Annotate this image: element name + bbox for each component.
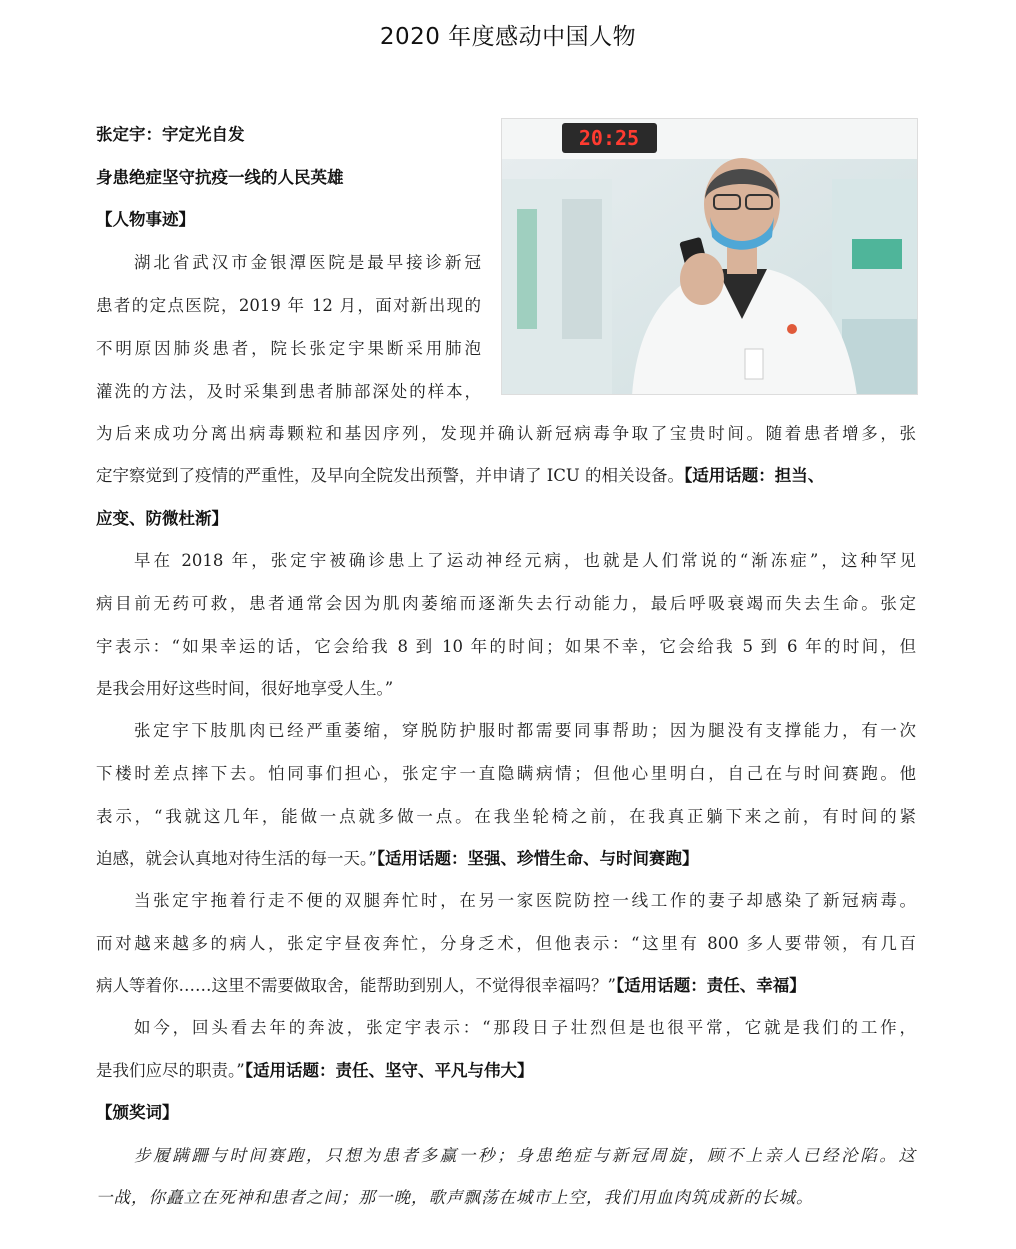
award-speech-line: 一战，你矗立在死神和患者之间；那一晚，歌声飘荡在城市上空，我们用血肉筑成新的长城。 — [96, 1188, 814, 1207]
topic-tag: 应变、防微杜渐】 — [96, 509, 228, 528]
paragraph-line: 为后来成功分离出病毒颗粒和基因序列，发现并确认新冠病毒争取了宝贵时间。随着患者增多，张 — [96, 424, 916, 443]
topic-tag: 【适用话题：责任、坚守、平凡与伟大】 — [244, 1061, 534, 1080]
paragraph-line: 表示，“我就这几年，能做一点就多做一点。在我坐轮椅之前，在我真正躺下来之前，有时间的紧 — [96, 807, 916, 826]
paragraph-line: 早在 2018 年，张定宇被确诊患上了运动神经元病，也就是人们常说的“渐冻症”，这种罕见 — [134, 551, 916, 570]
paragraph-line — [96, 972, 806, 996]
topic-tag: 【适用话题：坚强、珍惜生命、与时间赛跑】 — [376, 849, 699, 868]
paragraph-line: 不明原因肺炎患者，院长张定宇果断采用肺泡 — [96, 339, 481, 358]
doctor-illustration — [502, 119, 918, 395]
paragraph-line: 病目前无药可救，患者通常会因为肌肉萎缩而逐渐失去行动能力，最后呼吸衰竭而失去生命。张定 — [96, 594, 916, 613]
paragraph-line: 如今，回头看去年的奔波，张定宇表示：“那段日子壮烈但是也很平常，它就是我们的工作， — [134, 1018, 916, 1037]
paragraph-text: 迫感，就会认真地对待生活的每一天。” — [96, 849, 377, 868]
paragraph-line: 当张定宇拖着行走不便的双腿奔忙时，在另一家医院防控一线工作的妻子却感染了新冠病毒。 — [134, 891, 916, 910]
paragraph-text: 病人等着你……这里不需要做取舍，能帮助到别人，不觉得很幸福吗？” — [96, 976, 616, 995]
doctor-photo — [501, 118, 918, 395]
topic-tag: 【适用话题：担当、 — [684, 466, 825, 485]
paragraph-line: 灌洗的方法，及时采集到患者肺部深处的样本， — [96, 382, 481, 401]
paragraph-line — [96, 845, 698, 869]
name-line: 张定宇：宇定光自发 — [96, 125, 245, 144]
topic-tag: 【适用话题：责任、幸福】 — [615, 976, 806, 995]
paragraph-text: 是我们应尽的职责。” — [96, 1061, 245, 1080]
subtitle: 身患绝症坚守抗疫一线的人民英雄 — [96, 168, 344, 187]
paragraph-line — [96, 1057, 533, 1081]
paragraph-line — [96, 462, 824, 486]
paragraph-line: 下楼时差点摔下去。怕同事们担心，张定宇一直隐瞒病情；但他心里明白，自己在与时间赛跑。他 — [96, 764, 916, 783]
page-title: 2020 年度感动中国人物 — [379, 24, 637, 50]
award-speech-line: 步履蹒跚与时间赛跑，只想为患者多赢一秒；身患绝症与新冠周旋，顾不上亲人已经沦陷。这 — [134, 1146, 916, 1165]
paragraph-line: 是我会用好这些时间，很好地享受人生。” — [96, 679, 394, 698]
clock-readout: 20:25 — [578, 126, 640, 150]
paragraph-line: 张定宇下肢肌肉已经严重萎缩，穿脱防护服时都需要同事帮助；因为腿没有支撑能力，有一次 — [134, 721, 916, 740]
paragraph-line: 而对越来越多的病人，张定宇昼夜奔忙，分身乏术，但他表示：“这里有 800 多人要带领，有几百 — [96, 934, 916, 953]
paragraph-line: 湖北省武汉市金银潭医院是最早接诊新冠 — [134, 253, 481, 272]
paragraph-line: 患者的定点医院，2019 年 12 月，面对新出现的 — [96, 296, 481, 315]
section-heading-deeds: 【人物事迹】 — [96, 210, 195, 229]
paragraph-line: 宇表示：“如果幸运的话，它会给我 8 到 10 年的时间；如果不幸，它会给我 5 到 6 年的时间，但 — [96, 637, 916, 656]
paragraph-text: 定宇察觉到了疫情的严重性，及早向全院发出预警，并申请了 ICU 的相关设备。 — [96, 466, 685, 485]
section-heading-award: 【颁奖词】 — [96, 1103, 179, 1122]
